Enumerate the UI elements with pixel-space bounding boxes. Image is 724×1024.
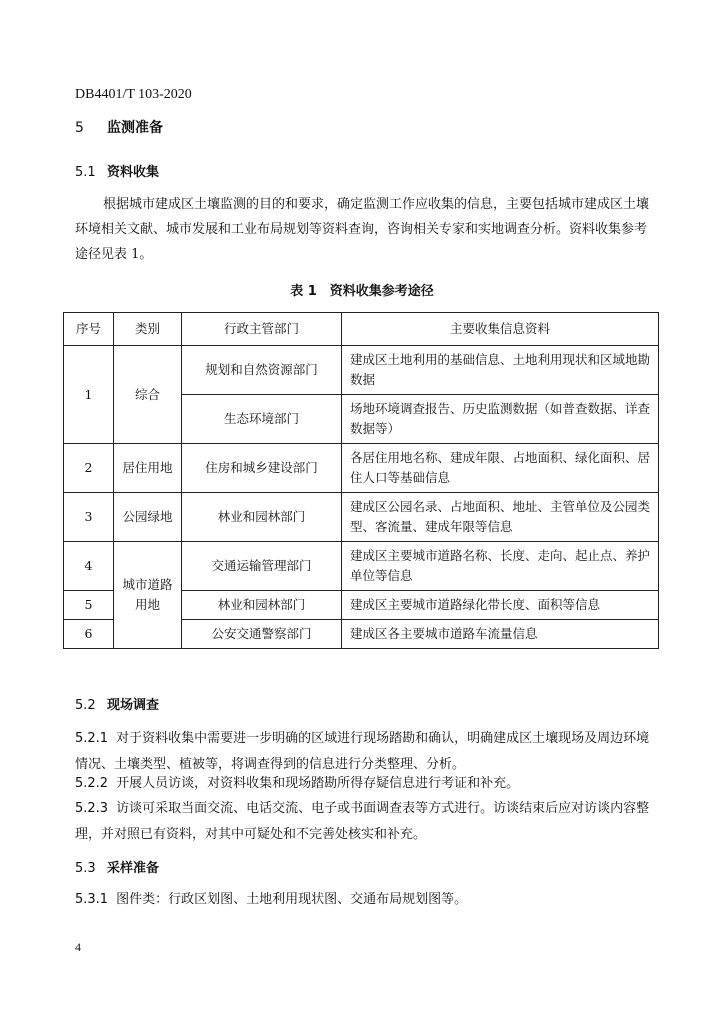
section-heading-5 (75, 117, 163, 137)
dept-cell: 规划和自然资源部门 (182, 346, 342, 395)
dept-cell: 公安交通警察部门 (182, 620, 342, 649)
table-title: 表 1 资料收集参考途径 (290, 284, 434, 299)
row-number: 1 (64, 346, 114, 444)
clause-number: 5.2.3 (75, 801, 109, 816)
clause-text: 开展人员访谈，对资料收集和现场踏勘所得存疑信息进行考证和补充。 (116, 776, 520, 791)
row-number: 5 (64, 591, 114, 620)
clause-text: 对于资料收集中需要进一步明确的区域进行现场踏勘和确认，明确建成区土壤现场及周边环境情况、土壤类型、植被等，将调查得到的信息进行分类整理、分析。 (75, 731, 650, 772)
subsection-number: 5.1 (75, 165, 96, 180)
clause-5-2-3 (75, 796, 655, 848)
table-row (64, 493, 659, 542)
dept-cell: 林业和园林部门 (182, 591, 342, 620)
reference-table (63, 312, 659, 649)
table-row (64, 444, 659, 493)
info-cell: 建成区公园名录、占地面积、地址、主管单位及公园类型、客流量、建成年限等信息 (342, 493, 659, 542)
row-number: 2 (64, 444, 114, 493)
clause-5-3-1 (75, 887, 655, 913)
category-cell: 公园绿地 (114, 493, 182, 542)
header-cell: 主要收集信息资料 (342, 313, 659, 346)
section-number: 5 (75, 120, 84, 136)
clause-number: 5.2.1 (75, 731, 109, 746)
category-cell: 综合 (114, 346, 182, 444)
section-title: 监测准备 (107, 120, 163, 136)
subsection-title: 采样准备 (107, 861, 160, 876)
row-number: 6 (64, 620, 114, 649)
standard-code: DB4401/T 103-2020 (75, 87, 192, 102)
header-cell: 类别 (114, 313, 182, 346)
table-row (64, 346, 659, 395)
subsection-heading-5-3 (75, 857, 159, 876)
clause-text: 图件类：行政区划图、土地利用现状图、交通布局规划图等。 (116, 892, 468, 907)
category-cell: 城市道路用地 (114, 542, 182, 649)
row-number: 3 (64, 493, 114, 542)
subsection-title: 现场调查 (107, 698, 160, 713)
clause-5-2-2 (75, 771, 655, 797)
info-cell: 建成区各主要城市道路车流量信息 (342, 620, 659, 649)
dept-cell: 林业和园林部门 (182, 493, 342, 542)
subsection-number: 5.3 (75, 861, 96, 876)
info-cell: 场地环境调查报告、历史监测数据（如普查数据、详查数据等） (342, 395, 659, 444)
row-number: 4 (64, 542, 114, 591)
info-cell: 建成区土地利用的基础信息、土地利用现状和区域地勘数据 (342, 346, 659, 395)
subsection-number: 5.2 (75, 698, 96, 713)
subsection-heading-5-2 (75, 694, 159, 713)
clause-text: 访谈可采取当面交流、电话交流、电子或书面调查表等方式进行。访谈结束后应对访谈内容整理，并对照已有资料，对其中可疑处和不完善处核实和补充。 (75, 801, 650, 842)
header-cell: 序号 (64, 313, 114, 346)
info-cell: 建成区主要城市道路绿化带长度、面积等信息 (342, 591, 659, 620)
dept-cell: 交通运输管理部门 (182, 542, 342, 591)
paragraph-5-1: 根据城市建成区土壤监测的目的和要求，确定监测工作应收集的信息，主要包括城市建成区土壤环境相关文献、城市发展和工业布局规划等资料查询，咨询相关专家和实地调查分析。资料收集参考途径见表 1。 (75, 197, 650, 262)
dept-cell: 生态环境部门 (182, 395, 342, 444)
table-row (64, 542, 659, 591)
dept-cell: 住房和城乡建设部门 (182, 444, 342, 493)
info-cell: 各居住用地名称、建成年限、占地面积、绿化面积、居住人口等基础信息 (342, 444, 659, 493)
info-cell: 建成区主要城市道路名称、长度、走向、起止点、养护单位等信息 (342, 542, 659, 591)
category-cell: 居住用地 (114, 444, 182, 493)
table-header-row (64, 313, 659, 346)
header-cell: 行政主管部门 (182, 313, 342, 346)
page-number: 4 (75, 940, 81, 954)
clause-number: 5.3.1 (75, 892, 109, 907)
clause-number: 5.2.2 (75, 776, 109, 791)
subsection-title: 资料收集 (107, 165, 160, 180)
subsection-heading-5-1 (75, 161, 159, 180)
